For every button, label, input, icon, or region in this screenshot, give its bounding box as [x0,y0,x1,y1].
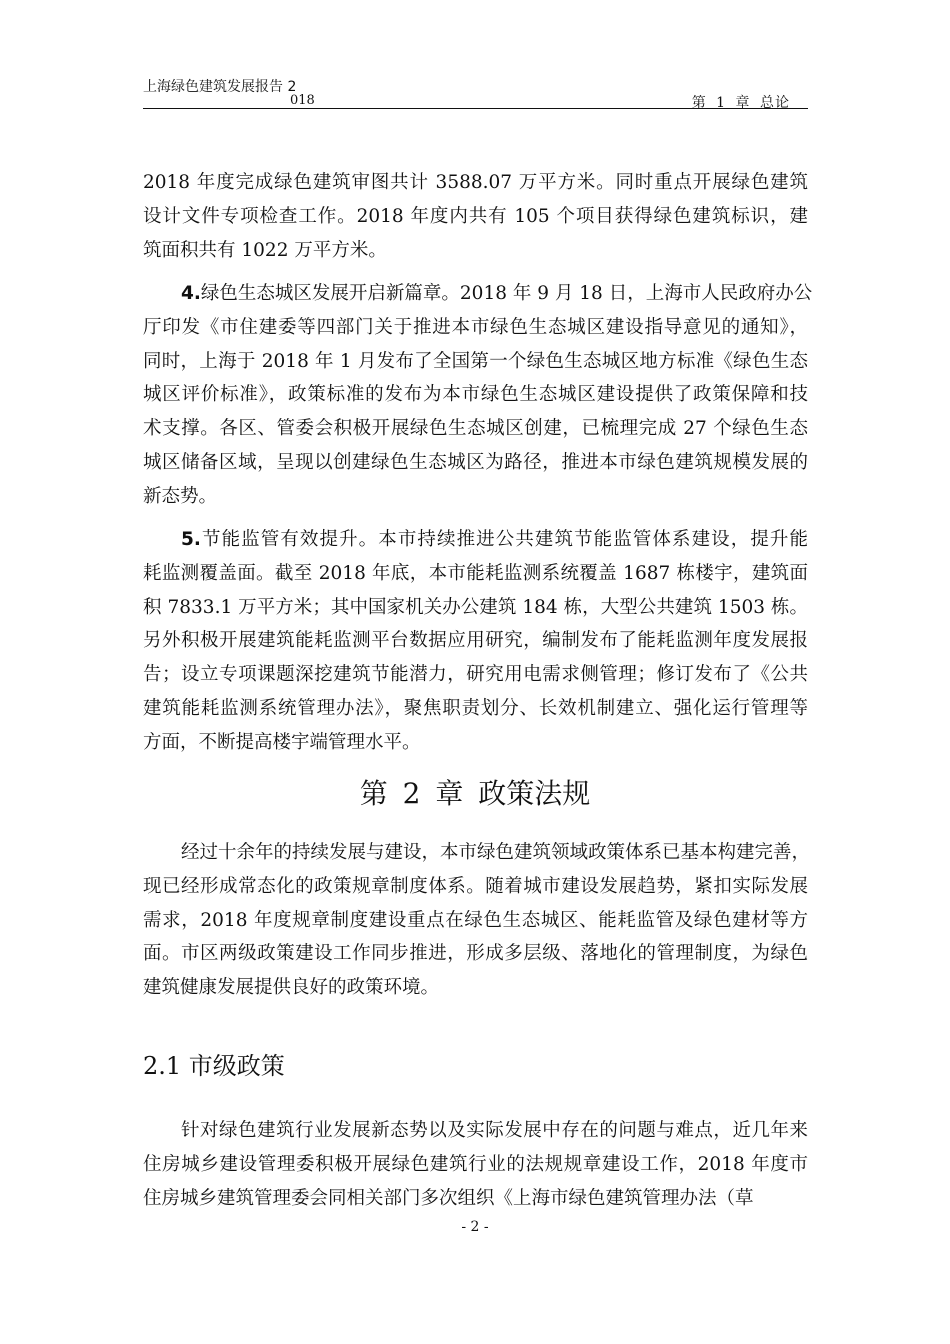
text-line: 建筑健康发展提供良好的政策环境。 [143,977,440,999]
text-line: 同时，上海于 2018 年 1 月发布了全国第一个绿色生态城区地方标准《绿色生态 [143,350,808,372]
text-line: 针对绿色建筑行业发展新态势以及实际发展中存在的问题与难点，近几年来 [181,1120,808,1141]
text-line: 2018 年度完成绿色建筑审图共计 3588.07 万平方米。同时重点开展绿色建筑 [143,172,808,193]
text-line: 筑面积共有 1022 万平方米。 [143,239,387,261]
chapter-title: 第 2 章 政策法规 [359,777,591,810]
text-line: 住房城乡建筑管理委会同相关部门多次组织《上海市绿色建筑管理办法（草 [143,1187,754,1209]
paragraph-4 [143,277,813,514]
text-line: 住房城乡建设管理委积极开展绿色建筑行业的法规规章建设工作，2018 年度市 [143,1153,808,1175]
text-line [143,277,813,311]
text-line: 术支撑。各区、管委会积极开展绿色生态城区创建，已梳理完成 27 个绿色生态 [143,418,808,440]
section-heading: 2.1 市级政策 [143,1052,285,1080]
text-line: 新态势。 [143,485,218,507]
paragraph-municipal [143,1114,808,1215]
text-line: 面。市区两级政策建设工作同步推进，形成多层级、落地化的管理制度，为绿色 [143,943,808,965]
report-title-continued: 018 [290,93,315,108]
item-number: 5. [181,529,201,550]
paragraph-1 [143,166,808,267]
text-line: 现已经形成常态化的政策规章制度体系。随着城市建设发展趋势，紧扣实际发展 [143,875,808,897]
text-line: 需求，2018 年度规章制度建设重点在绿色生态城区、能耗监管及绿色建材等方 [143,909,808,931]
paragraph-5 [143,523,808,760]
paragraph-intro [143,836,811,1005]
chapter-label: 第 1 章 总论 [691,95,790,111]
item-number: 4. [181,283,201,304]
text-line: 告；设立专项课题深挖建筑节能潜力，研究用电需求侧管理；修订发布了《公共 [143,664,808,686]
text-line: 设计文件专项检查工作。2018 年度内共有 105 个项目获得绿色建筑标识，建 [143,205,808,227]
text-line: 方面，不断提高楼宇端管理水平。 [143,731,421,753]
text-span: 节能监管有效提升。本市持续推进公共建筑节能监管体系建设，提升能 [200,529,808,550]
text-line: 城区评价标准》，政策标准的发布为本市绿色生态城区建设提供了政策保障和技 [143,384,808,406]
text-line: 建筑能耗监测系统管理办法》，聚焦职责划分、长效机制建立、强化运行管理等 [143,697,808,719]
text-span: 绿色生态城区发展开启新篇章。2018 年 9 月 18 日，上海市人民政府办公 [200,283,813,304]
header-rule [143,108,808,109]
text-line: 积 7833.1 万平方米；其中国家机关办公建筑 184 栋，大型公共建筑 1503 栋。 [143,596,808,618]
report-title: 上海绿色建筑发展报告 2 [143,79,297,95]
text-line: 耗监测覆盖面。截至 2018 年底，本市能耗监测系统覆盖 1687 栋楼宇，建筑面 [143,562,808,584]
text-line: 城区储备区域，呈现以创建绿色生态城区为路径，推进本市绿色建筑规模发展的 [143,451,808,473]
page-number: - 2 - [461,1219,489,1235]
text-line: 另外积极开展建筑能耗监测平台数据应用研究，编制发布了能耗监测年度发展报 [143,630,808,652]
text-line [143,523,808,557]
text-line: 经过十余年的持续发展与建设，本市绿色建筑领域政策体系已基本构建完善， [181,842,811,863]
text-line: 厅印发《市住建委等四部门关于推进本市绿色生态城区建设指导意见的通知》， [143,316,808,338]
